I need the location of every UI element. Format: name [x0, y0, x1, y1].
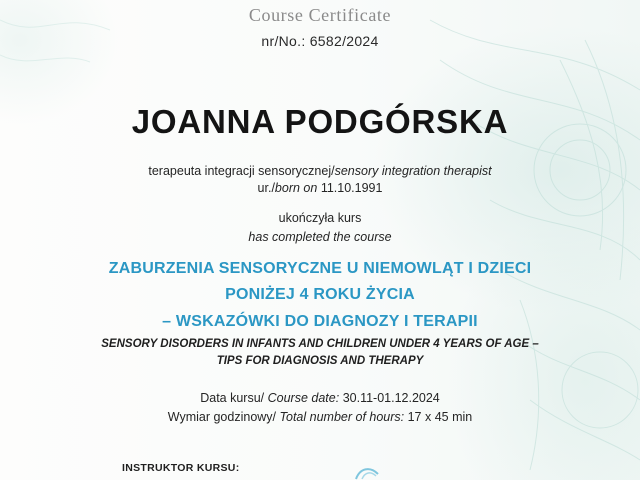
course-hours-label-en: Total number of hours: — [279, 410, 405, 424]
completion-pl: ukończyła kurs — [278, 211, 362, 225]
profession-pl: terapeuta integracji sensorycznej/ — [148, 164, 335, 178]
course-date-label-pl: Data kursu/ — [200, 391, 265, 405]
recipient-name: JOANNA PODGÓRSKA — [131, 103, 509, 140]
course-title-en-line2: TIPS FOR DIAGNOSIS AND THERAPY — [216, 355, 424, 367]
course-title-en-line1: SENSORY DISORDERS IN INFANTS AND CHILDREN UNDER 4 YEARS OF AGE – — [101, 338, 539, 350]
born-label-pl: ur./ — [257, 181, 275, 195]
course-date-value: 30.11-01.12.2024 — [342, 391, 440, 405]
profession-en: sensory integration therapist — [334, 164, 492, 178]
logo-fragment — [352, 466, 382, 480]
certificate-number — [0, 33, 640, 49]
certificate-title: Course Certificate — [248, 5, 392, 25]
course-title-pl-line3: – WSKAZÓWKI DO DIAGNOZY I TERAPII — [162, 313, 478, 330]
certificate-number-label: nr/No.: — [261, 33, 306, 49]
course-date — [0, 391, 640, 405]
course-title-pl-line2: PONIŻEJ 4 ROKU ŻYCIA — [225, 286, 415, 303]
course-title-pl-line1: ZABURZENIA SENSORYCZNE U NIEMOWLĄT I DZIECI — [108, 260, 532, 277]
course-hours-value: 17 x 45 min — [407, 410, 473, 424]
birth-date: 11.10.1991 — [320, 181, 383, 195]
completion-en: has completed the course — [248, 230, 392, 244]
course-date-label-en: Course date: — [267, 391, 340, 405]
instructor-label: INSTRUKTOR KURSU: — [122, 462, 240, 474]
recipient-birth — [0, 181, 640, 195]
course-hours-label-pl: Wymiar godzinowy/ — [167, 410, 277, 424]
recipient-profession — [0, 164, 640, 178]
certificate-number-value: 6582/2024 — [309, 33, 379, 49]
course-hours — [0, 410, 640, 424]
born-label-en: born on — [274, 181, 318, 195]
